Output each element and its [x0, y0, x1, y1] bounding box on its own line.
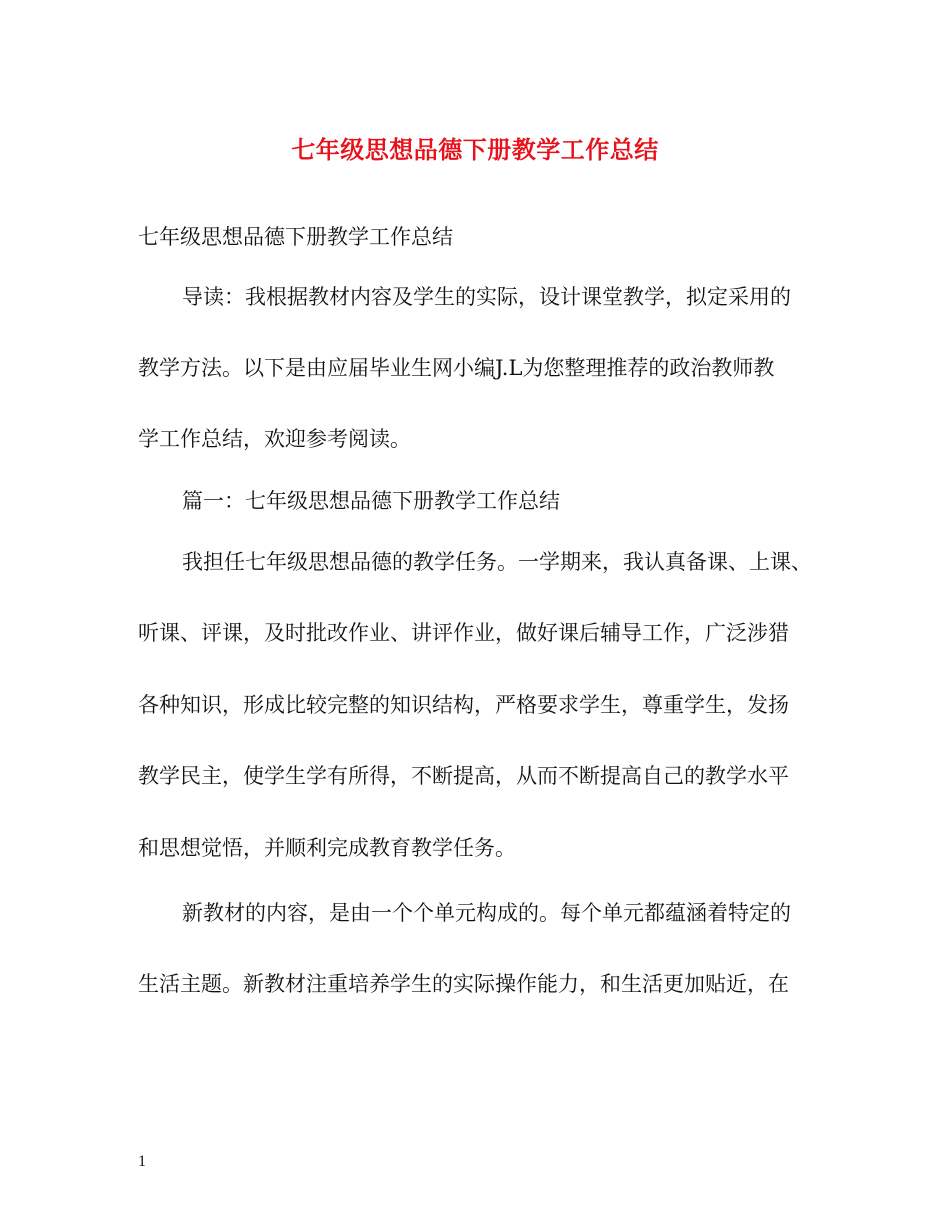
paragraph-line: 学工作总结，欢迎参考阅读。 — [138, 427, 411, 451]
paragraph-line: 教学方法。以下是由应届毕业生网小编J.L为您整理推荐的政治教师教 — [138, 356, 775, 380]
paragraph-line: 生活主题。新教材注重培养学生的实际操作能力，和生活更加贴近，在 — [138, 972, 789, 996]
paragraph-line: 新教材的内容，是由一个个单元构成的。每个单元都蕴涵着特定的 — [182, 901, 791, 925]
document-title: 七年级思想品德下册教学工作总结 — [291, 135, 659, 164]
paragraph-line: 各种知识，形成比较完整的知识结构，严格要求学生，尊重学生，发扬 — [138, 693, 789, 717]
subtitle-line: 七年级思想品德下册教学工作总结 — [138, 225, 453, 249]
paragraph-line: 我担任七年级思想品德的教学任务。一学期来，我认真备课、上课、 — [182, 550, 812, 574]
paragraph-line: 听课、评课，及时批改作业、讲评作业，做好课后辅导工作，广泛涉猎 — [138, 621, 789, 645]
paragraph-line: 导读：我根据教材内容及学生的实际，设计课堂教学，拟定采用的 — [182, 285, 791, 309]
paragraph-line: 和思想觉悟，并顺利完成教育教学任务。 — [138, 836, 516, 860]
section-heading: 篇一：七年级思想品德下册教学工作总结 — [182, 489, 560, 513]
paragraph-line: 教学民主，使学生学有所得，不断提高，从而不断提高自己的教学水平 — [138, 764, 789, 788]
page-number: 1 — [138, 1153, 146, 1170]
